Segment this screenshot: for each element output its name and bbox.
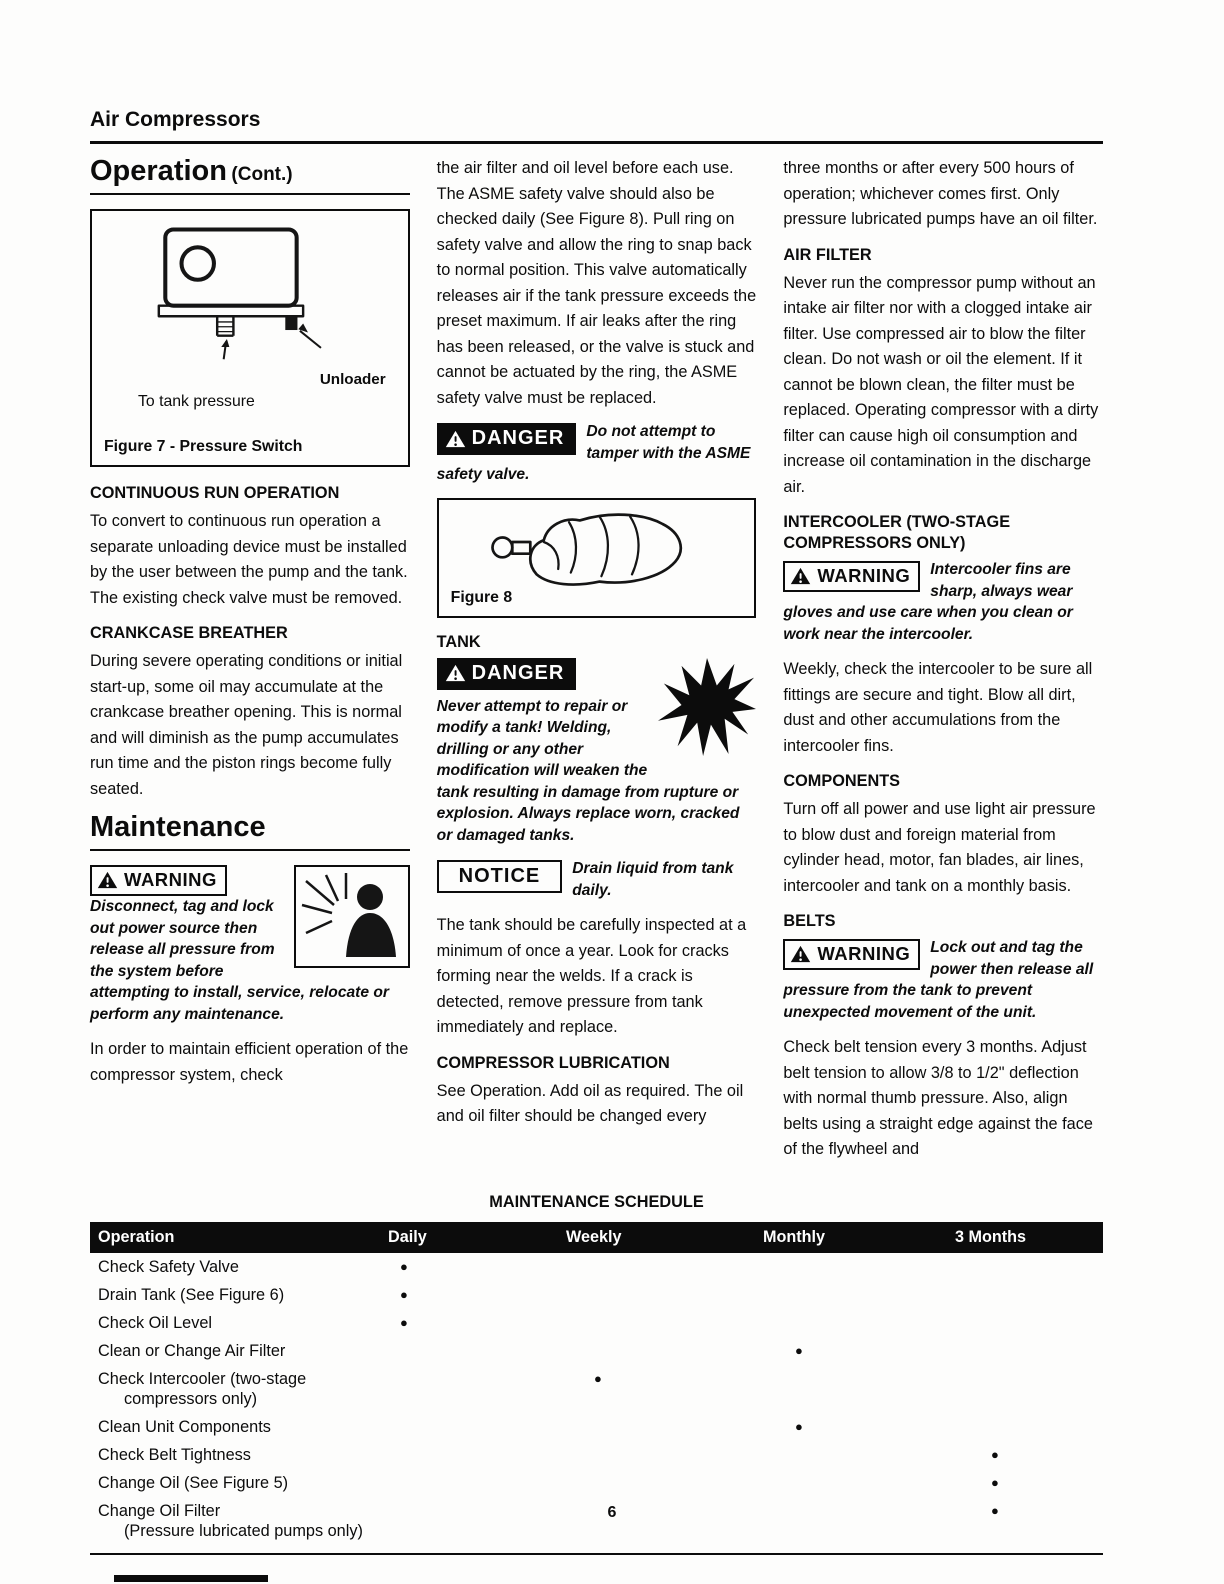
schedule-title: MAINTENANCE SCHEDULE — [489, 1192, 704, 1211]
crankcase-paragraph: During severe operating conditions or initial start-up, some oil may accumulate at the crankcase breather opening. This is normal and will diminish as the pump accumulates run time and the piston rings become fully seated. — [90, 652, 403, 798]
warning-triangle-icon — [790, 945, 811, 963]
column-1 — [90, 156, 410, 1173]
operation-rule — [90, 193, 410, 195]
row-operation-line1: Change Oil Filter — [98, 1501, 221, 1520]
lubrication-paragraph: See Operation. Add oil as required. The oil and oil filter should be changed every — [436, 1081, 744, 1125]
notice-badge — [437, 860, 563, 893]
operation-heading — [90, 156, 410, 186]
column-2 — [437, 156, 757, 1173]
intercooler-warning-text: Intercooler fins are sharp, always wear gloves and use care when you clean or work near the intercooler. — [783, 561, 1073, 643]
components-paragraph: Turn off all power and use light air pressure to blow dust and foreign material from cylinder head, motor, fan blades, air lines, intercooler and tank on a monthly basis. — [783, 800, 1096, 895]
row-operation — [98, 1473, 388, 1493]
asme-danger-text: Do not attempt to tamper with the ASME safety valve. — [436, 423, 751, 483]
schedule-bottom-rule — [90, 1553, 1103, 1555]
warning-triangle-icon — [97, 871, 118, 889]
page-title: Air Compressors — [90, 108, 261, 131]
crankcase-heading: CRANKCASE BREATHER — [90, 624, 288, 642]
row-operation-line1: Drain Tank (See Figure 6) — [98, 1285, 285, 1304]
row-operation-line1: Check Safety Valve — [98, 1257, 239, 1276]
maintenance-rule — [90, 849, 410, 851]
components-heading: COMPONENTS — [783, 772, 901, 790]
maintenance-warning-block — [90, 865, 410, 1025]
danger-badge-label: DANGER — [471, 661, 565, 684]
row-operation — [98, 1313, 388, 1333]
spray-person-icon — [300, 871, 404, 957]
warning-badge — [783, 561, 920, 592]
warning-badge — [783, 939, 920, 970]
col-header-operation: Operation — [98, 1227, 175, 1246]
row-operation-line1: Check Oil Level — [98, 1313, 213, 1332]
row-operation — [98, 1369, 388, 1409]
row-operation — [98, 1257, 388, 1277]
air-filter-heading: AIR FILTER — [783, 245, 872, 264]
warning-triangle-icon — [790, 567, 811, 585]
table-row — [90, 1441, 1103, 1469]
operation-cont-label: (Cont.) — [231, 164, 293, 185]
table-row — [90, 1309, 1103, 1337]
col-header-weekly: Weekly — [566, 1227, 622, 1246]
row-operation-line1: Check Intercooler (two-stage — [98, 1369, 307, 1388]
warning-badge-label: WARNING — [817, 565, 911, 586]
column-3 — [783, 156, 1103, 1173]
months3-dot: ● — [991, 1502, 999, 1518]
warning-badge-label: WARNING — [817, 943, 911, 964]
danger-badge — [437, 423, 577, 455]
figure8-safety-valve — [437, 498, 757, 618]
unloader-label: Unloader — [319, 371, 386, 388]
table-row — [90, 1469, 1103, 1497]
row-operation-line1: Change Oil (See Figure 5) — [98, 1473, 289, 1492]
table-row — [90, 1253, 1103, 1281]
continuous-run-heading: CONTINUOUS RUN OPERATION — [90, 484, 340, 502]
figure8-caption: Figure 8 — [450, 588, 513, 606]
tank-danger-text: Never attempt to repair or modify a tank! Welding, drilling or any other modification will weaken the tank resulting in damage from rupture or explosion. Always replace worn, cracked or damaged tanks. — [436, 697, 740, 844]
scan-artifact-bar — [114, 1575, 268, 1582]
lubrication-heading: COMPRESSOR LUBRICATION — [436, 1053, 670, 1072]
warning-triangle-icon — [445, 430, 466, 448]
table-row — [90, 1337, 1103, 1365]
operation-title: Operation — [90, 155, 227, 187]
row-operation-line2: (Pressure lubricated pumps only) — [124, 1521, 363, 1540]
page-number: 6 — [607, 1504, 617, 1521]
figure7-pressure-switch — [90, 209, 410, 467]
table-row — [90, 1281, 1103, 1309]
header-rule — [90, 141, 1103, 144]
intercooler-paragraph: Weekly, check the intercooler to be sure all fittings are secure and tight. Blow all dirt, dust and other accumulations from the intercooler fins. — [783, 660, 1093, 755]
belts-paragraph: Check belt tension every 3 months. Adjust belt tension to allow 3/8 to 1/2" deflection with normal thumb pressure. Also, align belts using a straight edge against the face of the flywheel and — [783, 1038, 1093, 1158]
row-operation-line1: Check Belt Tightness — [98, 1445, 251, 1464]
explosion-icon — [658, 658, 756, 756]
danger-badge — [437, 658, 577, 690]
warning-badge-label: WARNING — [124, 869, 217, 890]
intercooler-warning-block — [783, 559, 1103, 645]
months3-dot: ● — [991, 1474, 999, 1490]
notice-block — [437, 858, 757, 901]
months3-dot: ● — [991, 1446, 999, 1462]
daily-dot: ● — [400, 1286, 408, 1302]
figure7-caption: Figure 7 - Pressure Switch — [104, 438, 303, 455]
row-operation-line1: Clean or Change Air Filter — [98, 1341, 286, 1360]
daily-dot: ● — [400, 1258, 408, 1274]
air-filter-paragraph: Never run the compressor pump without an intake air filter nor with a clogged intake air filter. Use compressed air to blow the filter clean. Do not wash or oil the element. If it cannot be blown clean, the filter must be replaced. Operating compressor with a dirty filter can cause high oil consumption and increase oil contamination in the discharge air. — [783, 273, 1099, 496]
belts-heading: BELTS — [783, 912, 836, 930]
hand-pulling-ring-drawing — [479, 506, 731, 596]
maintenance-warning-text: Disconnect, tag and lock out power source then release all pressure from the system before attempting to install, service, relocate or perform any maintenance. — [90, 898, 389, 1023]
row-operation-line1: Clean Unit Components — [98, 1417, 271, 1436]
spray-hazard-image — [294, 865, 410, 968]
col-header-3months: 3 Months — [955, 1227, 1027, 1246]
table-row — [90, 1413, 1103, 1441]
continuous-run-paragraph: To convert to continuous run operation a separate unloading device must be installed by the user between the pump and the tank. The existing check valve must be removed. — [90, 512, 408, 607]
notice-badge-label: NOTICE — [458, 865, 541, 887]
row-operation — [98, 1341, 388, 1361]
warning-badge — [90, 865, 227, 896]
tank-inspection-paragraph: The tank should be carefully inspected at a minimum of once a year. Look for cracks forming near the welds. If a crack is detected, remove pressure from tank immediately and replace. — [436, 916, 747, 1036]
row-operation — [98, 1445, 388, 1465]
maintenance-title: Maintenance — [90, 811, 266, 843]
asme-danger-block — [437, 421, 757, 486]
monthly-dot: ● — [795, 1418, 803, 1434]
maintenance-closing-paragraph: In order to maintain efficient operation of the compressor system, check — [90, 1040, 409, 1084]
row-operation — [98, 1417, 388, 1437]
danger-badge-label: DANGER — [471, 427, 565, 449]
pressure-switch-drawing — [100, 223, 396, 373]
belts-warning-text: Lock out and tag the power then release all pressure from the tank to prevent unexpected movement of the unit. — [783, 939, 1094, 1021]
asme-intro-paragraph: the air filter and oil level before each use. The ASME safety valve should also be checked daily (See Figure 8). Pull ring on safety valve and allow the ring to snap back to normal position. This valve automatically releases air if the tank pressure exceeds the preset maximum. If air leaks after the ring has been released, or the valve is stuck and cannot be actuated by the ring, the ASME safety valve must be replaced. — [436, 159, 757, 407]
row-operation-line2: compressors only) — [124, 1389, 258, 1408]
col-header-daily: Daily — [388, 1227, 427, 1246]
intercooler-heading: INTERCOOLER (TWO-STAGE COMPRESSORS ONLY) — [783, 513, 1011, 552]
monthly-dot: ● — [795, 1342, 803, 1358]
daily-dot: ● — [400, 1314, 408, 1330]
warning-triangle-icon — [445, 664, 466, 682]
tank-heading: TANK — [436, 632, 481, 651]
belts-warning-block — [783, 937, 1103, 1023]
schedule-header-row — [90, 1222, 1103, 1253]
tank-danger-block — [437, 658, 757, 847]
weekly-dot: ● — [594, 1370, 602, 1386]
row-operation — [98, 1285, 388, 1305]
lubrication-continued-paragraph: three months or after every 500 hours of operation; whichever comes first. Only pressure lubricated pumps have an oil filter. — [783, 159, 1098, 228]
three-column-body — [90, 156, 1103, 1173]
tank-pressure-label: To tank pressure — [138, 393, 255, 410]
col-header-monthly: Monthly — [763, 1227, 826, 1246]
notice-text: Drain liquid from tank daily. — [572, 860, 734, 899]
table-row — [90, 1365, 1103, 1413]
explosion-image — [658, 658, 756, 761]
